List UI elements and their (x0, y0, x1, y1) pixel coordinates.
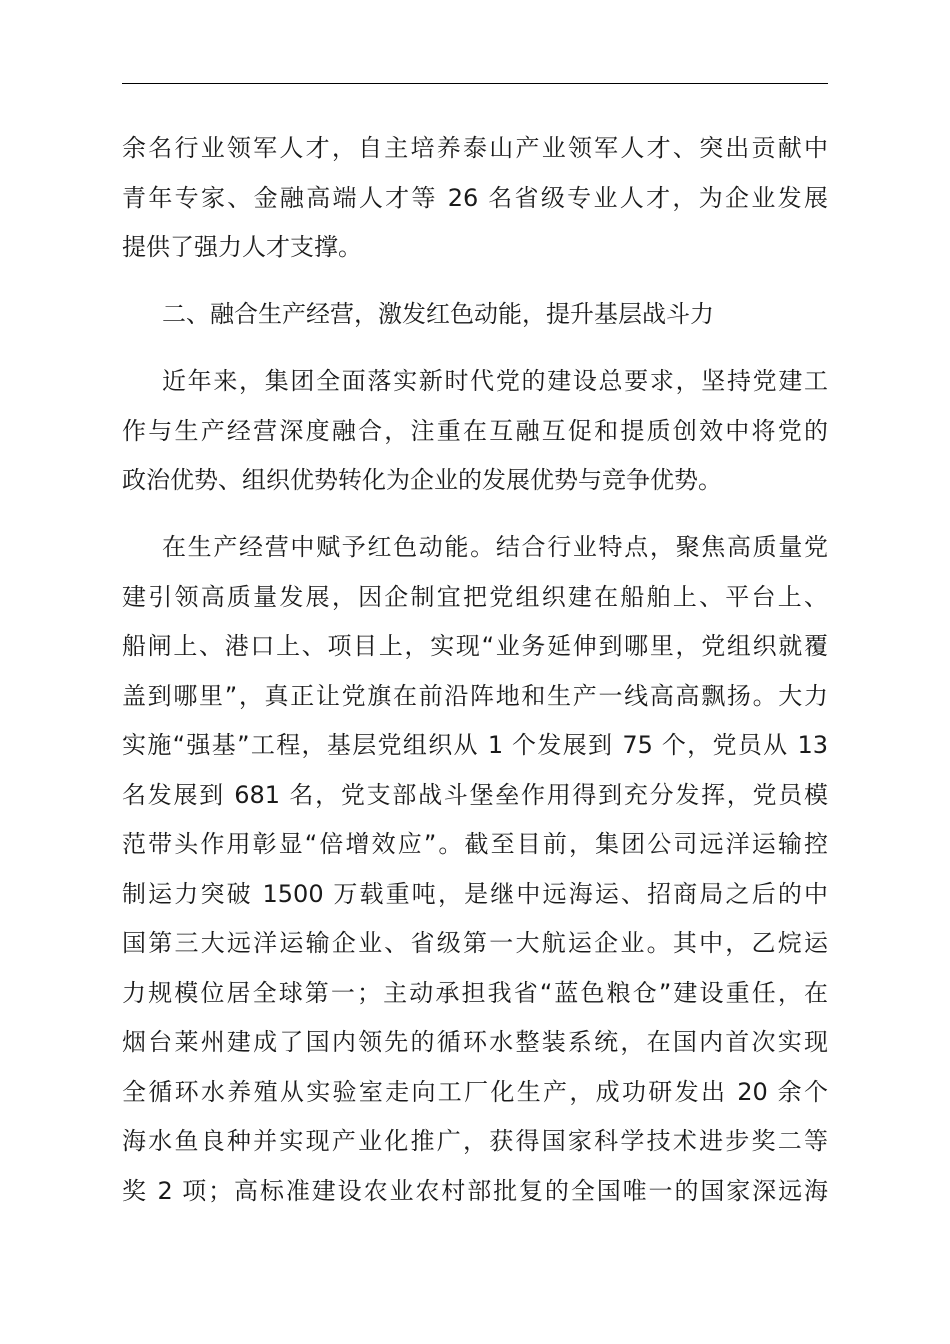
document-body (122, 124, 828, 1216)
text-line: 实施“强基”工程，基层党组织从 1 个发展到 75 个，党员从 13 (122, 731, 828, 759)
paragraph-red-momentum (122, 523, 828, 1216)
text-line: 作与生产经营深度融合，注重在互融互促和提质创效中将党的 (122, 416, 828, 445)
text-line: 名发展到 681 名，党支部战斗堡垒作用得到充分发挥，党员模 (122, 780, 828, 809)
text-line: 提供了强力人才支撑。 (122, 233, 362, 261)
text-line: 青年专家、金融高端人才等 26 名省级专业人才，为企业发展 (122, 183, 828, 212)
text-line: 盖到哪里”，真正让党旗在前沿阵地和生产一线高高飘扬。大力 (122, 681, 828, 710)
text-line: 制运力突破 1500 万载重吨，是继中远海运、招商局之后的中 (122, 879, 828, 908)
text-line: 船闸上、港口上、项目上，实现“业务延伸到哪里，党组织就覆 (122, 632, 828, 660)
paragraph-intro (122, 357, 828, 506)
section-heading (122, 290, 828, 340)
heading-line: 二、融合生产经营，激发红色动能，提升基层战斗力 (162, 300, 714, 328)
text-line: 力规模位居全球第一；主动承担我省“蓝色粮仓”建设重任，在 (122, 978, 828, 1007)
text-line: 范带头作用彰显“倍增效应”。截至目前，集团公司远洋运输控 (122, 830, 828, 858)
text-line: 海水鱼良种并实现产业化推广，获得国家科学技术进步奖二等 (122, 1127, 828, 1155)
text-line: 在生产经营中赋予红色动能。结合行业特点，聚焦高质量党 (162, 533, 828, 561)
header-rule (122, 83, 828, 84)
text-line: 余名行业领军人才，自主培养泰山产业领军人才、突出贡献中 (122, 134, 828, 162)
text-line: 近年来，集团全面落实新时代党的建设总要求，坚持党建工 (162, 367, 828, 395)
text-line: 全循环水养殖从实验室走向工厂化生产，成功研发出 20 余个 (122, 1077, 828, 1106)
text-line: 国第三大远洋运输企业、省级第一大航运企业。其中，乙烷运 (122, 929, 828, 957)
paragraph-talent (122, 124, 828, 273)
text-line: 烟台莱州建成了国内领先的循环水整装系统，在国内首次实现 (122, 1028, 828, 1056)
text-line: 政治优势、组织优势转化为企业的发展优势与竞争优势。 (122, 466, 722, 494)
text-line: 奖 2 项；高标准建设农业农村部批复的全国唯一的国家深远海 (122, 1176, 828, 1205)
text-line: 建引领高质量发展，因企制宜把党组织建在船舶上、平台上、 (122, 582, 828, 611)
